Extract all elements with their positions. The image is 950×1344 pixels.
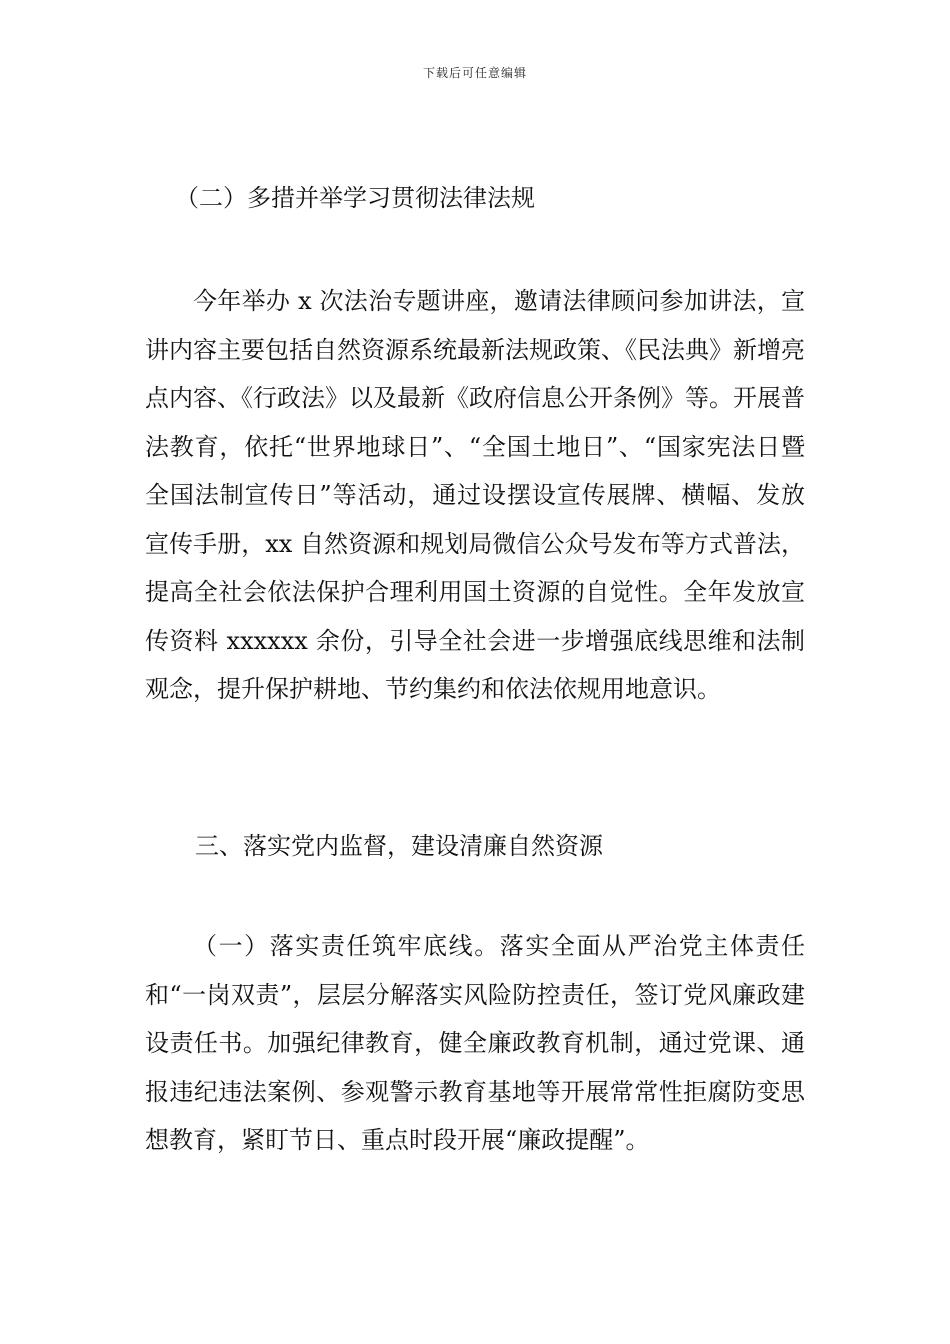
paragraph-responsibility: （一）落实责任筑牢底线。落实全面从严治党主体责任和“一岗双责”，层层分解落实风险防控责任，签订党风廉政建设责任书。加强纪律教育，健全廉政教育机制，通过党课、通报违纪违法案例、参观警示教育基地等开展常常性拒腐防变思想教育，紧盯节日、重点时段开展“廉政提醒”。 (145, 932, 805, 1154)
page-header-note: 下载后可任意编辑 (422, 66, 527, 80)
section-heading-3: 三、落实党内监督，建设清廉自然资源 (195, 832, 603, 860)
paragraph-legal-education: 今年举办 x 次法治专题讲座，邀请法律顾问参加讲法，宣讲内容主要包括自然资源系统最新法规政策、《民法典》新增亮点内容、《行政法》以及最新《政府信息公开条例》等。开展普法教育，依托“世界地球日”、“全国土地日”、“国家宪法日暨全国法制宣传日”等活动，通过设摆设宣传展牌、横幅、发放宣传手册，xx 自然资源和规划局微信公众号发布等方式普法，提高全社会依法保护合理利用国土资源的自觉性。全年发放宣传资料 xxxxxx 余份，引导全社会进一步增强底线思维和法制观念，提升保护耕地、节约集约和依法依规用地意识。 (145, 287, 805, 703)
sub-heading-2: （二）多措并举学习贯彻法律法规 (175, 184, 535, 212)
